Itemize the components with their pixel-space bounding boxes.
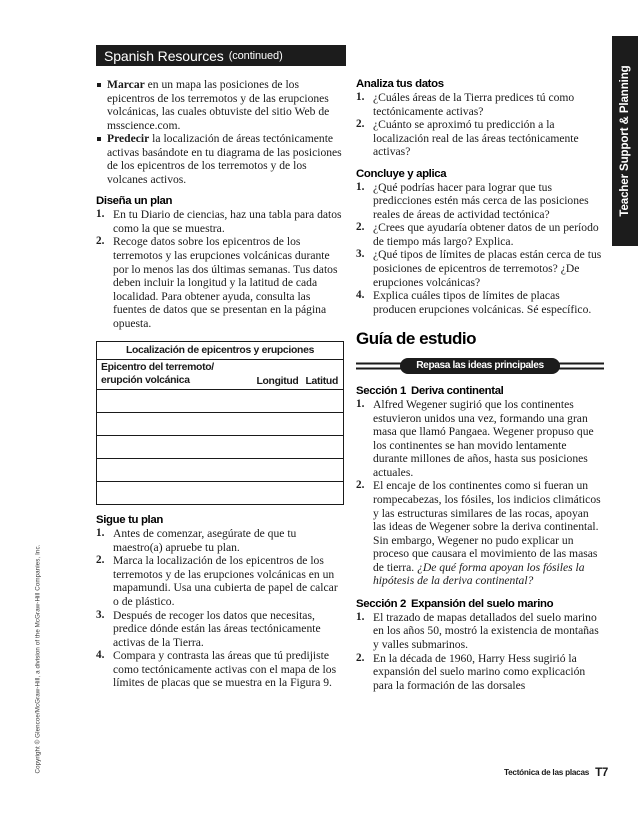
heading-seccion-1 — [356, 385, 604, 397]
table-column-header-line2: erupción volcánica — [101, 374, 190, 386]
disena-un-plan-list — [96, 208, 344, 330]
list-item: Marca la localización de los epicentros de los terremotos y de las erupciones volcánicas en un mapamundi. Usa una cubierta de papel de calcar o de plástico. — [113, 554, 338, 609]
heading-concluye-y-aplica: Concluye y aplica — [356, 167, 447, 180]
list-item: Explica cuáles tipos de límites de placas producen erupciones volcánicas. Sé específico. — [373, 289, 592, 316]
list-item — [356, 398, 604, 479]
procedure-bullet-list — [96, 78, 344, 186]
bullet-text: la localización de áreas tectónicamente activas basándote en tu diagrama de las posiciones de los epicentros de los terremotos y de los volcanes activos. — [107, 132, 342, 186]
list-item: El trazado de mapas detallados del suelo marino en los años 50, mostró la existencia de montañas y valles submarinos. — [373, 610, 599, 651]
list-item: ¿Qué podrías hacer para lograr que tus predicciones estén más cerca de las posiciones reales de áreas de actividad tectónica? — [373, 180, 589, 221]
table-column-headers-coords — [256, 376, 338, 387]
list-item — [96, 132, 344, 186]
list-item: ¿Crees que ayudaría obtener datos de un período de tiempo más largo? Explica. — [373, 221, 599, 248]
list-item: Recoge datos sobre los epicentros de los terremotos y las erupciones volcánicas durante por lo menos las dos últimas semanas. Tus datos deben incluir la longitud y la latitud de cada localidad. Para obtener ayuda, consulta las fuentes de datos que se presentan en la página opuesta. — [113, 235, 338, 330]
copyright-notice: Copyright © Glencoe/McGraw-Hill, a division of the McGraw-Hill Companies, Inc. — [34, 544, 42, 774]
list-item: ¿Cuáles áreas de la Tierra predices tú como tectónicamente activas? — [373, 91, 575, 118]
page-footer — [504, 767, 608, 779]
list-item — [356, 479, 604, 587]
heading-guia-de-estudio: Guía de estudio — [356, 329, 477, 349]
continued-label: (continued) — [228, 49, 283, 62]
section-tab-teacher-support — [612, 36, 638, 246]
list-item — [96, 78, 344, 132]
analiza-tus-datos-list — [356, 91, 604, 159]
table-row[interactable] — [97, 482, 343, 504]
heading-analiza-tus-datos: Analiza tus datos — [356, 78, 444, 90]
list-item: En la década de 1960, Harry Hess sugirió la expansión del suelo marino como explicación para la formación de las dorsales — [373, 651, 586, 692]
footer-chapter-title: Tectónica de las placas — [503, 768, 590, 777]
item-question-italic: ¿De qué forma apoyan los fósiles la hipótesis de la deriva continental? — [373, 560, 585, 588]
review-pill-label: Repasa las ideas principales — [400, 358, 560, 374]
heading-seccion-2 — [356, 598, 604, 610]
seccion-2-number: Sección 2 — [356, 597, 407, 610]
page-title: Spanish Resources — [104, 47, 224, 64]
table-column-header-longitud: Longitud — [256, 376, 299, 388]
seccion-2-title: Expansión del suelo marino — [411, 597, 554, 610]
table-row[interactable] — [97, 459, 343, 482]
item-text: El encaje de los continentes como si fueran un rompecabezas, los fósiles, los indicios climáticos y las estructuras similares de las rocas, apoyan las ideas de Wegener sobre la deriva continental. Sin embargo, Wegener no pudo explicar un proceso que causara el movimiento de las masas de tierra. — [373, 479, 601, 574]
data-table — [96, 341, 344, 505]
table-header-row — [97, 360, 343, 390]
heading-sigue-tu-plan: Sigue tu plan — [96, 514, 163, 527]
table-column-header-latitud: Latitud — [305, 376, 338, 388]
seccion-2-list — [356, 611, 604, 692]
list-item: ¿Cuánto se aproximó tu predicción a la localización real de las áreas tectónicamente activas? — [373, 118, 579, 159]
table-row[interactable] — [97, 390, 343, 413]
item-text: Alfred Wegener sugirió que los continentes estuvieron unidos una vez, formando una gran masa que llamó Pangaea. Wegener propuso que los continentes se han movido lentamente durante millones de años, hasta sus posiciones actuales. — [373, 398, 594, 479]
list-item: En tu Diario de ciencias, haz una tabla para datos como la que se muestra. — [113, 208, 342, 235]
seccion-1-number: Sección 1 — [356, 385, 407, 398]
table-title: Localización de epicentros y erupciones — [97, 342, 343, 360]
table-row[interactable] — [97, 413, 343, 436]
seccion-1-title: Deriva continental — [411, 385, 504, 398]
table-column-header-line1: Epicentro del terremoto/ — [101, 362, 214, 374]
list-item: Antes de comenzar, asegúrate de que tu maestro(a) apruebe tu plan. — [113, 527, 297, 554]
table-column-header-location — [101, 362, 251, 387]
list-item: Compara y contrasta las áreas que tú predijiste como tectónicamente activas con el mapa de los límites de placas que se muestra en la Figura 9. — [113, 649, 337, 690]
page-number: T7 — [595, 767, 608, 779]
concluye-y-aplica-list — [356, 181, 604, 316]
left-column — [96, 78, 344, 690]
seccion-1-list — [356, 398, 604, 588]
list-item: Después de recoger los datos que necesitas, predice dónde están las áreas tectónicamente activas de la Tierra. — [113, 608, 321, 649]
page-header-banner — [96, 45, 346, 66]
bullet-lead-term: Predecir — [107, 132, 150, 146]
bullet-lead-term: Marcar — [107, 78, 145, 91]
list-item: ¿Qué tipos de límites de placas están cerca de tus posiciones de epicentros de terremotos? ¿De erupciones volcánicas? — [373, 248, 602, 289]
table-row[interactable] — [97, 436, 343, 459]
review-main-ideas-banner — [356, 357, 604, 375]
sigue-tu-plan-list — [96, 527, 344, 690]
section-tab-label: Teacher Support & Planning — [619, 65, 631, 217]
bullet-text: en un mapa las posiciones de los epicentros de los terremotos y de las erupciones volcánicas, las cuales obtuviste del sitio Web de msscience.com. — [107, 78, 330, 132]
right-column — [356, 78, 604, 692]
heading-disena-un-plan: Diseña un plan — [96, 195, 173, 208]
